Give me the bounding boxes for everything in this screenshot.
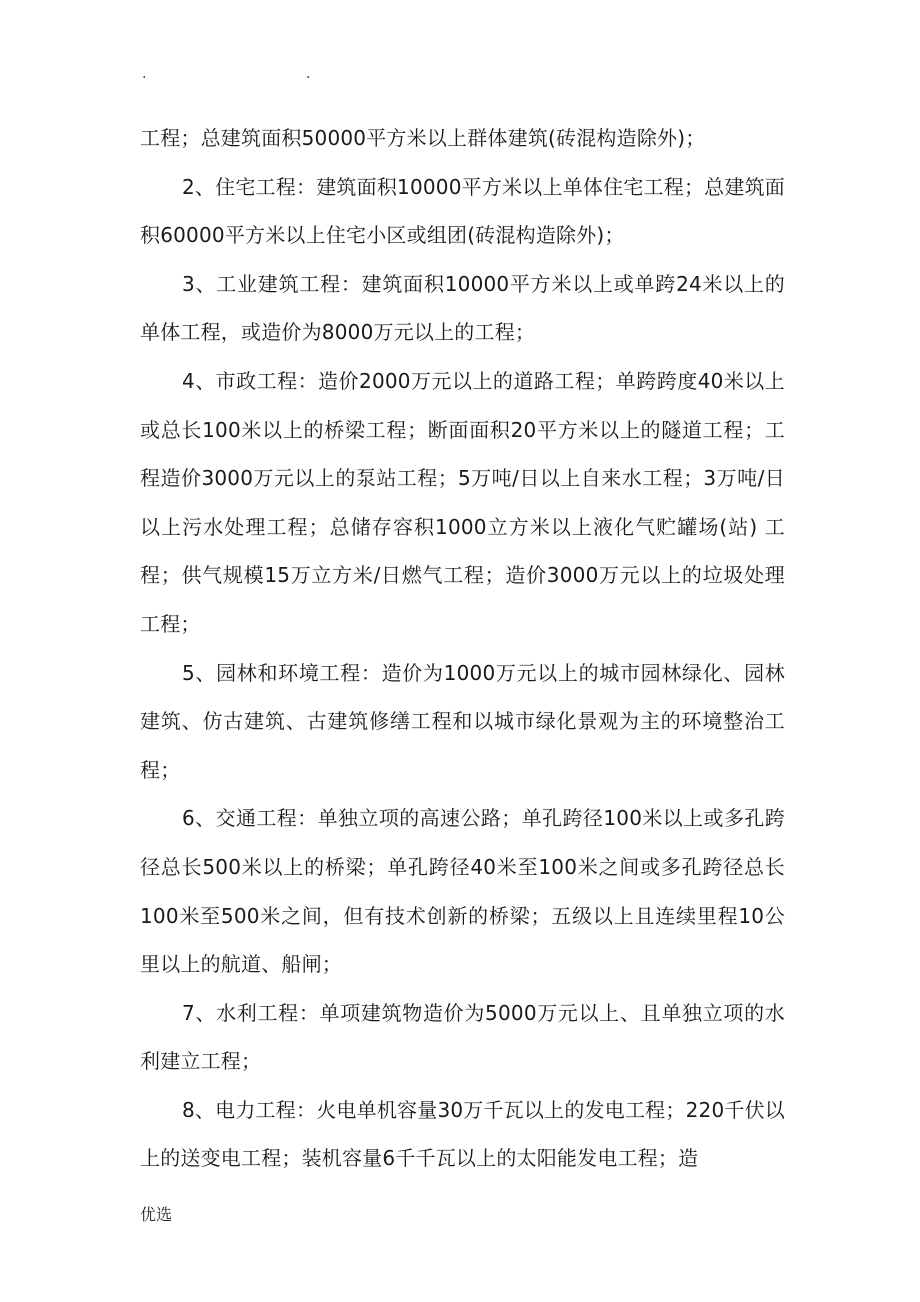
- document-body: [140, 114, 785, 1183]
- paragraph-municipal: 4、市政工程：造价2000万元以上的道路工程；单跨跨度40米以上或总长100米以上的桥梁工程；断面面积20平方米以上的隧道工程；工程造价3000万元以上的泵站工程；5万吨/日以上自来水工程；3万吨/日以上污水处理工程；总储存容积1000立方米以上液化气贮罐场(站) 工程；供气规模15万立方米/日燃气工程；造价3000万元以上的垃圾处理工程；: [140, 368, 785, 636]
- paragraph-power: 8、电力工程：火电单机容量30万千瓦以上的发电工程；220千伏以上的送变电工程；装机容量6千千瓦以上的太阳能发电工程；造: [140, 1097, 785, 1171]
- paragraph-continuation: 工程；总建筑面积50000平方米以上群体建筑(砖混构造除外)；: [140, 126, 706, 150]
- paragraph-water: 7、水利工程：单项建筑物造价为5000万元以上、且单独立项的水利建立工程；: [140, 1000, 785, 1074]
- paragraph-transport: 6、交通工程：单独立项的高速公路；单孔跨径100米以上或多孔跨径总长500米以上的桥梁；单孔跨径40米至100米之间或多孔跨径总长100米至500米之间，但有技术创新的桥梁；五级以上且连续里程10公里以上的航道、船闸；: [140, 806, 785, 977]
- header-right-mark: .: [306, 66, 311, 82]
- page-footer-label: 优选: [140, 1205, 173, 1224]
- paragraph-residential: 2、住宅工程：建筑面积10000平方米以上单体住宅工程；总建筑面积60000平方米以上住宅小区或组团(砖混构造除外)；: [140, 174, 785, 248]
- page-header: [140, 66, 780, 86]
- paragraph-industrial: 3、工业建筑工程：建筑面积10000平方米以上或单跨24米以上的单体工程，或造价为8000万元以上的工程；: [140, 271, 785, 345]
- paragraph-landscape: 5、园林和环境工程：造价为1000万元以上的城市园林绿化、园林建筑、仿古建筑、古建筑修缮工程和以城市绿化景观为主的环境整治工程；: [140, 660, 785, 782]
- header-left-mark: .: [142, 66, 147, 82]
